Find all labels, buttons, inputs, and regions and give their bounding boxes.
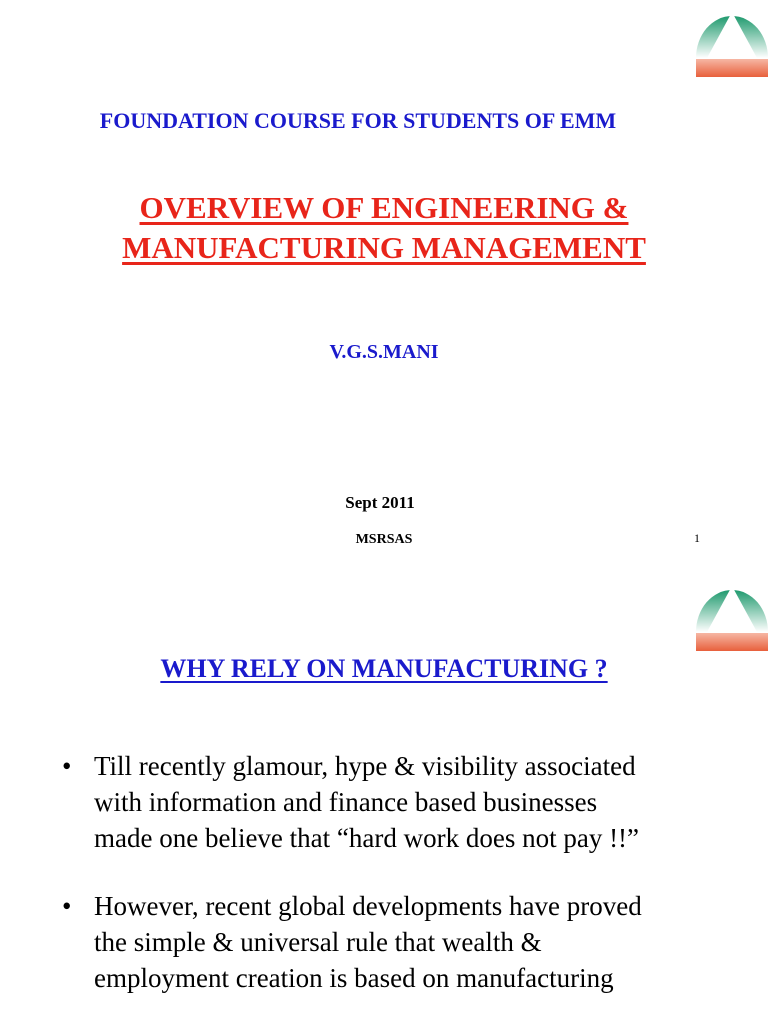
main-title <box>0 188 768 268</box>
presentation-date: Sept 2011 <box>345 493 415 512</box>
msrsas-logo-icon <box>696 2 768 82</box>
page-number: 1 <box>694 531 700 545</box>
bullet-list <box>60 748 740 1024</box>
bullet-line: made one believe that “hard work does not pay !!” <box>94 823 640 853</box>
bullet-item <box>60 888 740 996</box>
title-line-1: OVERVIEW OF ENGINEERING & <box>139 190 629 225</box>
author-name: V.G.S.MANI <box>329 341 439 363</box>
bullet-line: However, recent global developments have proved <box>94 891 642 921</box>
slide-title: WHY RELY ON MANUFACTURING ? <box>160 654 608 683</box>
bullet-marker: • <box>62 751 72 781</box>
bullet-marker: • <box>62 891 72 921</box>
content-slide <box>0 560 768 1024</box>
bullet-line: Till recently glamour, hype & visibility associated <box>94 751 636 781</box>
title-line-2: MANUFACTURING MANAGEMENT <box>122 230 646 265</box>
bullet-line: with information and finance based businesses <box>94 787 598 817</box>
course-subtitle: FOUNDATION COURSE FOR STUDENTS OF EMM <box>99 108 617 133</box>
organization-name: MSRSAS <box>355 532 413 547</box>
msrsas-logo-icon <box>696 576 768 656</box>
bullet-line: the simple & universal rule that wealth & <box>94 927 542 957</box>
bullet-line: employment creation is based on manufacturing <box>94 963 614 993</box>
bullet-item <box>60 748 740 856</box>
